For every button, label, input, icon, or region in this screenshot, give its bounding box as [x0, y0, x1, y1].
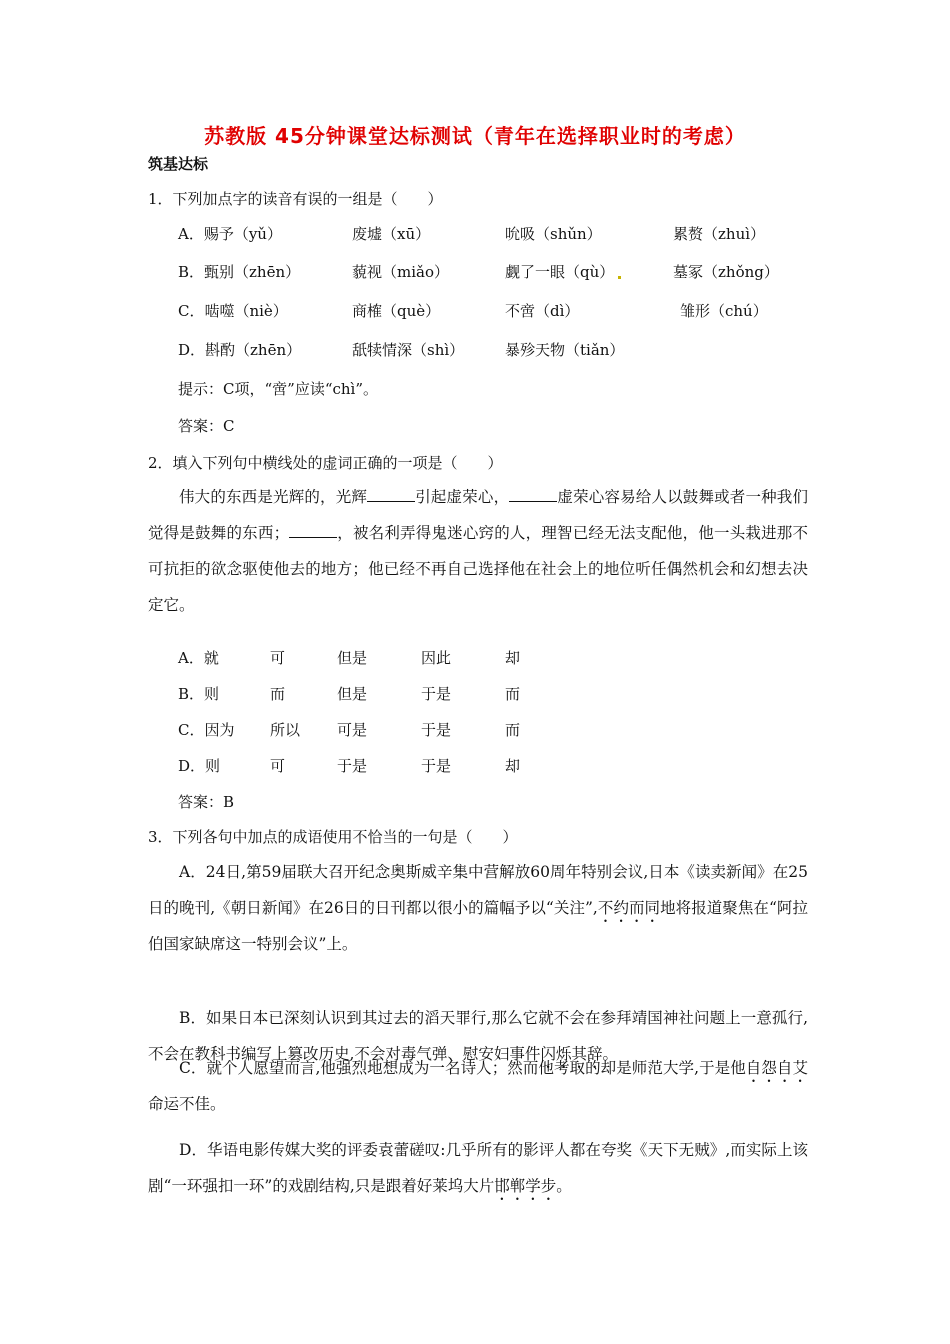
dotted-idiom: 不约而同 [597, 899, 661, 917]
dotted-idiom: 自怨自艾 [745, 1059, 808, 1077]
q2-option-c-w4: 于是 [421, 721, 452, 739]
marker-dot [618, 276, 621, 279]
q2-option-b-w5: 而 [505, 685, 521, 703]
q3-stem: 3．下列各句中加点的成语使用不恰当的一句是（ ） [148, 828, 518, 846]
q1-hint: 提示：C项，“啻”应读“chì”。 [178, 380, 379, 398]
q1-option-a2: 废墟（xū） [352, 225, 431, 243]
q1-option-b1: B．甄别（zhēn） [178, 263, 301, 281]
q2-option-d: D．则 [178, 757, 221, 775]
q2-option-c-w3: 可是 [337, 721, 368, 739]
q1-option-c4: 雏形（chú） [680, 302, 768, 320]
q2-option-a-w3: 但是 [337, 649, 368, 667]
q2-option-d-w2: 可 [270, 757, 286, 775]
q2-option-d-w3: 于是 [337, 757, 368, 775]
q2-option-d-w5: 却 [505, 757, 521, 775]
q2-passage: 伟大的东西是光辉的，光辉 引起虚荣心， 虚荣心容易给人以鼓舞或者一种我们觉得是鼓舞的东西； ，被名利弄得鬼迷心窍的人，理智已经无法支配他，他一头栽进那不可抗拒的欲念驱使他去的地方；他已经不再自己选择他在社会上的地位听任偶然机会和幻想去决定它。 [148, 488, 808, 614]
q1-option-d1: D．斟酌（zhēn） [178, 341, 302, 359]
q1-option-c2: 商榷（què） [352, 302, 441, 320]
q1-option-b4: 墓冢（zhǒng） [673, 263, 779, 281]
q1-option-b3: 觑了一眼（qù） [505, 261, 621, 282]
q2-option-a-w2: 可 [270, 649, 286, 667]
q1-stem: 1．下列加点字的读音有误的一组是（ ） [148, 190, 443, 208]
q2-option-b-w2: 而 [270, 685, 286, 703]
document-title: 苏教版 45分钟课堂达标测试（青年在选择职业时的考虑） [204, 124, 746, 148]
q2-option-a-w5: 却 [505, 649, 521, 667]
q2-option-c: C．因为 [178, 721, 235, 739]
q1-option-c3: 不啻（dì） [505, 302, 580, 320]
q3-option-c: C．就个人愿望而言,他强烈地想成为一名诗人；然而他考取的却是师范大学,于是他自怨自艾命运不佳。 [148, 1059, 808, 1113]
section-heading: 筑基达标 [148, 155, 209, 173]
q3-option-d: D．华语电影传媒大奖的评委袁蕾磋叹:几乎所有的影评人都在夸奖《天下无贼》,而实际上该剧“一环强扣一环”的戏剧结构,只是跟着好莱坞大片邯郸学步。 [148, 1141, 808, 1195]
fill-blank [289, 523, 337, 538]
q2-option-a: A．就 [178, 649, 219, 667]
q1-option-b2: 藐视（miǎo） [352, 263, 449, 281]
q2-option-a-w4: 因此 [421, 649, 452, 667]
q2-option-b: B．则 [178, 685, 220, 703]
q1-option-a4: 累赘（zhuì） [673, 225, 766, 243]
q2-option-c-w2: 所以 [270, 721, 301, 739]
q1-option-c1: C．啮噬（niè） [178, 302, 288, 320]
dotted-idiom: 邯郸学步 [494, 1177, 557, 1195]
dotted-idiom: 闪烁其辞 [540, 1045, 603, 1063]
q2-option-c-w5: 而 [505, 721, 521, 739]
q2-option-d-w4: 于是 [421, 757, 452, 775]
q2-answer: 答案：B [178, 793, 235, 811]
fill-blank [509, 487, 557, 502]
q3-option-a: A．24日,第59届联大召开纪念奥斯威辛集中营解放60周年特别会议,日本《读卖新闻》在25日的晚刊,《朝日新闻》在26日的日刊都以很小的篇幅予以“关注”,不约而同地将报道聚焦在“阿拉伯国家缺席这一特别会议”上。 [148, 863, 808, 953]
q1-option-d3: 暴殄天物（tiǎn） [505, 341, 625, 359]
q2-option-b-w3: 但是 [337, 685, 368, 703]
q1-option-a1: A．赐予（yǔ） [178, 225, 282, 243]
q1-answer: 答案：C [178, 417, 235, 435]
q2-stem: 2．填入下列句中横线处的虚词正确的一项是（ ） [148, 454, 503, 472]
q1-option-d2: 舐犊情深（shì） [352, 341, 465, 359]
q3-option-b: B．如果日本已深刻认识到其过去的滔天罪行,那么它就不会在参拜靖国神社问题上一意孤行,不会在教科书编写上篡改历史,不会对毒气弹、慰安妇事件闪烁其辞。 [148, 1009, 808, 1063]
fill-blank [367, 487, 415, 502]
q2-option-b-w4: 于是 [421, 685, 452, 703]
q1-option-a3: 吮吸（shǔn） [505, 225, 602, 243]
